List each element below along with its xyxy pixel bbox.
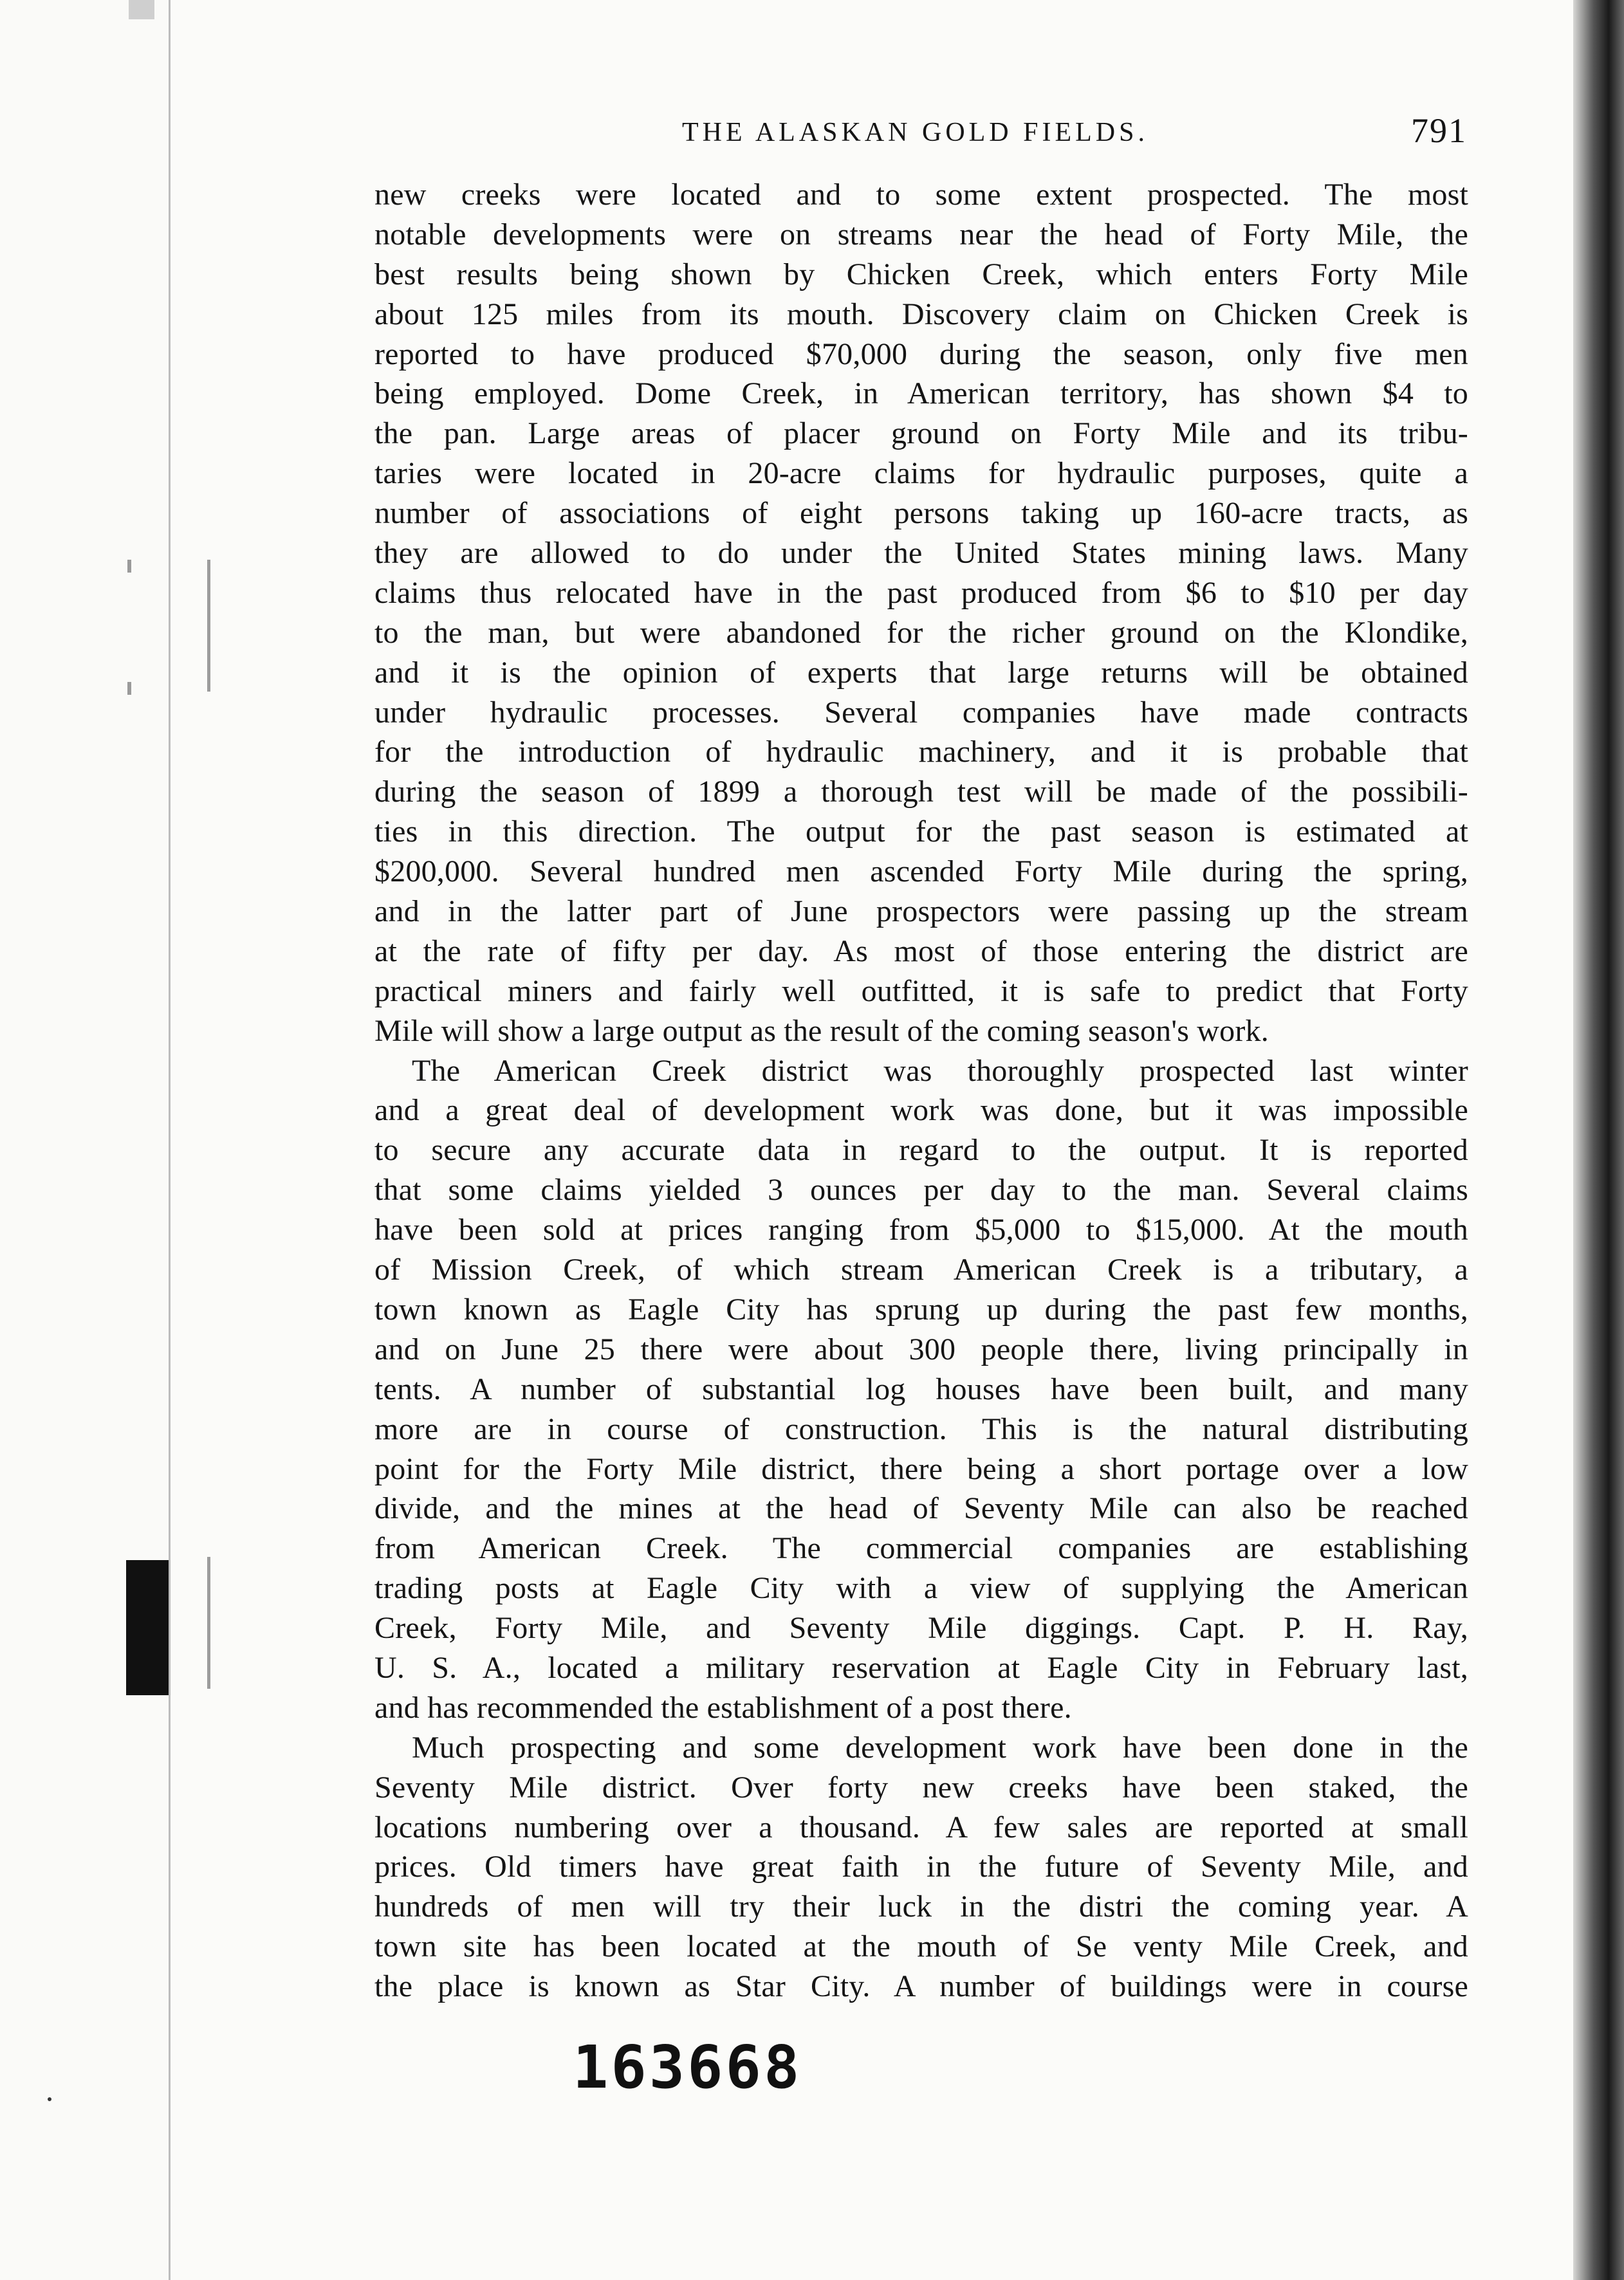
text-line: and in the latter part of June prospectors were passing up the stream: [374, 894, 1468, 929]
text-line: number of associations of eight persons taking up 160-acre tracts, as: [374, 496, 1468, 531]
margin-bracket: [207, 1557, 210, 1689]
text-line: reported to have produced $70,000 during the season, only five men: [374, 336, 1468, 371]
text-line: about 125 miles from its mouth. Discovery claim on Chicken Creek is: [374, 297, 1468, 331]
accession-stamp: 163668: [573, 2033, 802, 2102]
text-line: U. S. A., located a military reservation at Eagle City in February last,: [374, 1650, 1468, 1685]
text-line: at the rate of fifty per day. As most of those entering the district are: [374, 933, 1468, 968]
margin-dot: [48, 2097, 51, 2101]
margin-mark: [127, 560, 131, 573]
text-line: claims thus relocated have in the past produced from $6 to $10 per day: [374, 575, 1468, 610]
text-line: during the season of 1899 a thorough test will be made of the possibili-: [374, 775, 1468, 809]
page-edge-shadow: [1573, 0, 1624, 2280]
text-line: the place is known as Star City. A number of buildings were in course: [374, 1969, 1468, 2004]
text-line: Seventy Mile district. Over forty new creeks have been staked, the: [374, 1770, 1468, 1805]
body-text: [374, 175, 1468, 2007]
text-line: from American Creek. The commercial companies are establishing: [374, 1531, 1468, 1566]
binding-clip: [126, 1560, 169, 1695]
text-line: and has recommended the establishment of a post there.: [374, 1690, 1072, 1725]
running-title: THE ALASKAN GOLD FIELDS.: [682, 118, 1149, 147]
page-number: 791: [1411, 111, 1467, 150]
text-line: tents. A number of substantial log houses have been built, and many: [374, 1372, 1468, 1406]
text-line: The American Creek district was thoroughly prospected last winter: [412, 1053, 1468, 1088]
text-line: to the man, but were abandoned for the richer ground on the Klondike,: [374, 615, 1468, 650]
running-head: [373, 111, 1467, 156]
text-line: to secure any accurate data in regard to the output. It is reported: [374, 1133, 1468, 1168]
text-line: trading posts at Eagle City with a view of supplying the American: [374, 1571, 1468, 1606]
margin-mark: [127, 682, 131, 695]
text-line: town site has been located at the mouth of Se venty Mile Creek, and: [374, 1929, 1468, 1964]
text-line: of Mission Creek, of which stream American Creek is a tributary, a: [374, 1253, 1468, 1287]
margin-bracket: [207, 560, 210, 692]
text-line: practical miners and fairly well outfitted, it is safe to predict that Forty: [374, 973, 1468, 1008]
text-line: best results being shown by Chicken Creek, which enters Forty Mile: [374, 257, 1468, 291]
text-line: Creek, Forty Mile, and Seventy Mile diggings. Capt. P. H. Ray,: [374, 1611, 1468, 1646]
text-line: new creeks were located and to some extent prospected. The most: [374, 178, 1468, 212]
text-line: prices. Old timers have great faith in the future of Seventy Mile, and: [374, 1850, 1468, 1884]
text-line: they are allowed to do under the United States mining laws. Many: [374, 536, 1468, 571]
text-line: and it is the opinion of experts that large returns will be obtained: [374, 655, 1468, 690]
text-line: the pan. Large areas of placer ground on Forty Mile and its tribu-: [374, 416, 1468, 451]
text-line: ties in this direction. The output for the past season is estimated at: [374, 814, 1468, 849]
binding-fold: [129, 0, 154, 19]
text-line: have been sold at prices ranging from $5,000 to $15,000. At the mouth: [374, 1213, 1468, 1247]
text-line: point for the Forty Mile district, there being a short portage over a low: [374, 1451, 1468, 1486]
text-line: town known as Eagle City has sprung up during the past few months,: [374, 1292, 1468, 1327]
left-binding-strip: [0, 0, 171, 2280]
text-line: that some claims yielded 3 ounces per day to the man. Several claims: [374, 1173, 1468, 1208]
text-line: Much prospecting and some development work have been done in the: [412, 1730, 1468, 1765]
paragraph: [374, 1051, 1468, 1728]
text-line: more are in course of construction. This is the natural distributing: [374, 1411, 1468, 1446]
text-line: taries were located in 20-acre claims for hydraulic purposes, quite a: [374, 456, 1468, 491]
text-line: hundreds of men will try their luck in the distri the coming year. A: [374, 1889, 1468, 1924]
text-line: $200,000. Several hundred men ascended Forty Mile during the spring,: [374, 854, 1468, 889]
paragraph: [374, 175, 1468, 1051]
text-line: and on June 25 there were about 300 people there, living principally in: [374, 1332, 1468, 1366]
paragraph: [374, 1728, 1468, 2007]
text-line: Mile will show a large output as the result of the coming season's work.: [374, 1013, 1269, 1048]
text-line: divide, and the mines at the head of Seventy Mile can also be reached: [374, 1491, 1468, 1526]
text-line: notable developments were on streams near the head of Forty Mile, the: [374, 217, 1468, 252]
text-line: and a great deal of development work was done, but it was impossible: [374, 1093, 1468, 1128]
text-line: under hydraulic processes. Several companies have made contracts: [374, 695, 1468, 730]
text-line: for the introduction of hydraulic machinery, and it is probable that: [374, 735, 1468, 769]
text-line: being employed. Dome Creek, in American territory, has shown $4 to: [374, 376, 1468, 411]
text-line: locations numbering over a thousand. A few sales are reported at small: [374, 1810, 1468, 1844]
